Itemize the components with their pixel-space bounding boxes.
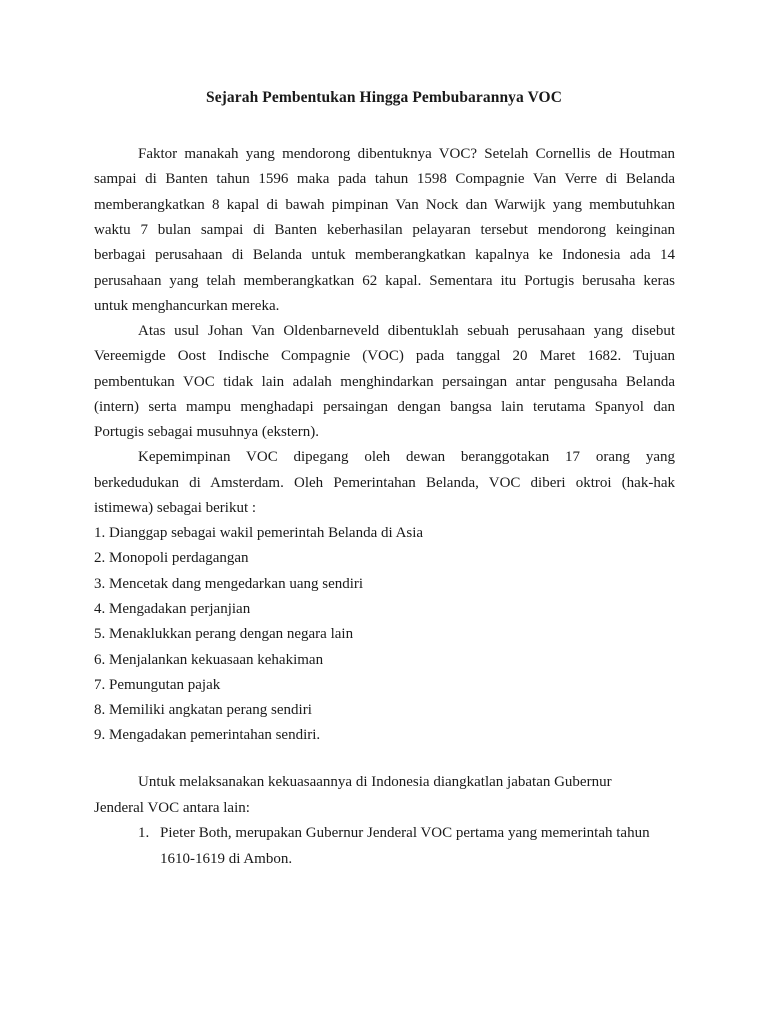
- privilege-item-3: 3. Mencetak dang mengedarkan uang sendiri: [94, 576, 364, 592]
- privilege-item-9: 9. Mengadakan pemerintahan sendiri.: [94, 727, 321, 743]
- paragraph-3-line-1: Kepemimpinan VOC dipegang oleh dewan beranggotakan 17 orang yang: [138, 449, 675, 465]
- paragraph-4-line-1: Untuk melaksanakan kekuasaannya di Indonesia diangkatlan jabatan Gubernur: [138, 774, 612, 790]
- document-title: Sejarah Pembentukan Hingga Pembubarannya VOC: [205, 89, 563, 106]
- paragraph-2-line-1: Atas usul Johan Van Oldenbarneveld dibentuklah sebuah perusahaan yang disebut: [138, 323, 675, 339]
- paragraph-1-line-5: berbagai perusahaan di Belanda untuk memberangkatkan kapalnya ke Indonesia ada 14: [94, 247, 675, 263]
- privilege-item-6: 6. Menjalankan kekuasaan kehakiman: [94, 652, 324, 668]
- governor-item-line-1: Pieter Both, merupakan Gubernur Jenderal VOC pertama yang memerintah tahun: [160, 825, 650, 841]
- paragraph-1-line-4: waktu 7 bulan sampai di Banten keberhasilan pelayaran tersebut mendorong keinginan: [94, 222, 675, 238]
- privilege-item-8: 8. Memiliki angkatan perang sendiri: [94, 702, 312, 718]
- paragraph-2-line-2: Vereemigde Oost Indische Compagnie (VOC) pada tanggal 20 Maret 1682. Tujuan: [94, 348, 675, 364]
- paragraph-1-line-7: untuk menghancurkan mereka.: [94, 298, 280, 314]
- paragraph-3-line-2: berkedudukan di Amsterdam. Oleh Pemerintahan Belanda, VOC diberi oktroi (hak-hak: [94, 475, 675, 491]
- governor-item-line-2: 1610-1619 di Ambon.: [160, 851, 293, 867]
- paragraph-4-line-2: Jenderal VOC antara lain:: [94, 800, 250, 816]
- paragraph-1-line-2: sampai di Banten tahun 1596 maka pada tahun 1598 Compagnie Van Verre di Belanda: [94, 171, 675, 187]
- privilege-item-2: 2. Monopoli perdagangan: [94, 550, 249, 566]
- paragraph-2-line-5: Portugis sebagai musuhnya (ekstern).: [94, 424, 319, 440]
- paragraph-1-line-1: Faktor manakah yang mendorong dibentuknya VOC? Setelah Cornellis de Houtman: [138, 146, 675, 162]
- privilege-item-5: 5. Menaklukkan perang dengan negara lain: [94, 626, 354, 642]
- paragraph-2-line-3: pembentukan VOC tidak lain adalah menghindarkan persaingan antar pengusaha Belanda: [94, 374, 675, 390]
- privilege-item-4: 4. Mengadakan perjanjian: [94, 601, 251, 617]
- privilege-item-7: 7. Pemungutan pajak: [94, 677, 221, 693]
- paragraph-3-line-3: istimewa) sebagai berikut :: [94, 500, 257, 516]
- paragraph-2-line-4: (intern) serta mampu menghadapi persaingan dengan bangsa lain terutama Spanyol dan: [94, 399, 675, 415]
- governor-item-number: 1.: [138, 825, 150, 841]
- privilege-item-1: 1. Dianggap sebagai wakil pemerintah Belanda di Asia: [94, 525, 424, 541]
- paragraph-1-line-6: perusahaan yang telah memberangkatkan 62 kapal. Sementara itu Portugis berusaha keras: [94, 273, 675, 289]
- paragraph-1-line-3: memberangkatkan 8 kapal di bawah pimpinan Van Nock dan Warwijk yang membutuhkan: [94, 197, 675, 213]
